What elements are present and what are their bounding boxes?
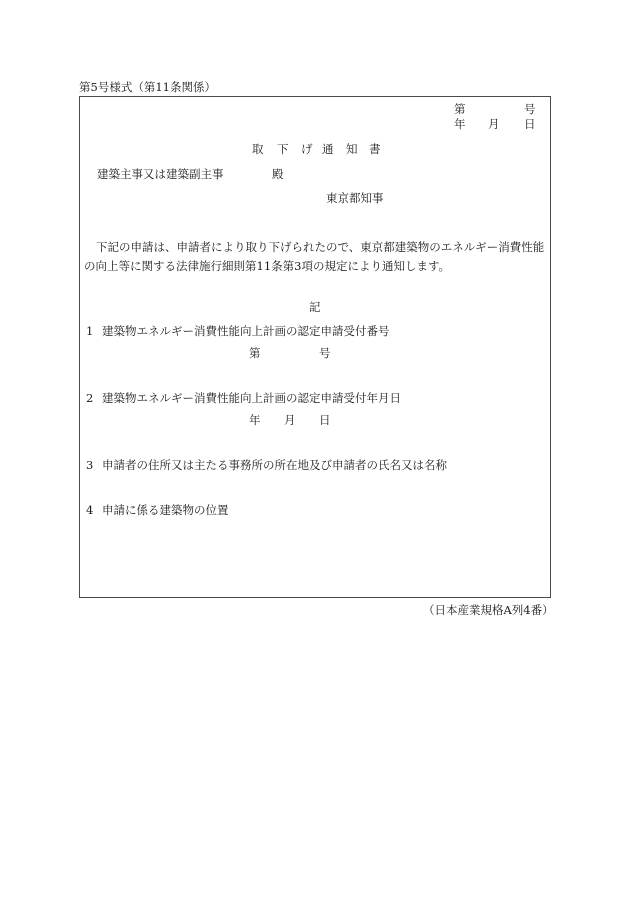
item-label: 建築物エネルギー消費性能向上計画の認定申請受付年月日 [102,391,401,405]
title-char: 取 [252,142,264,156]
form-number-label: 第5号様式（第11条関係） [79,80,216,94]
date-year: 年 [454,117,466,131]
title-char: 知 [346,142,358,156]
title-char: げ [301,142,313,156]
item-number: 1 [86,324,94,338]
date-month: 月 [488,117,500,131]
addressee: 建築主事又は建築副主事 [97,167,224,181]
title-char: 下 [277,142,289,156]
item-number: 2 [86,391,94,405]
item-label: 申請に係る建築物の位置 [102,503,229,517]
body-text: 下記の申請は、申請者により取り下げられたので、東京都建築物のエネルギー消費性能の向上等に関する法律施行細則第11条第3項の規定により通知します。 [84,240,545,273]
number-prefix: 第 [454,102,466,116]
title-char: 書 [369,142,381,156]
paper-size-note: （日本産業規格A列4番） [423,603,554,617]
item-label: 建築物エネルギー消費性能向上計画の認定申請受付番号 [102,324,390,338]
number-suffix: 号 [524,102,536,116]
item2-month: 月 [284,413,296,427]
ki-heading: 記 [309,300,321,314]
title-char: 通 [322,142,334,156]
date-day: 日 [524,117,536,131]
item1-number-prefix: 第 [249,346,261,360]
item-number: 4 [86,503,94,517]
item-number: 3 [86,458,94,472]
item-label: 申請者の住所又は主たる事務所の所在地及び申請者の氏名又は名称 [102,458,447,472]
item2-year: 年 [249,413,261,427]
sender: 東京都知事 [326,191,384,205]
item2-day: 日 [319,413,331,427]
item1-number-suffix: 号 [319,346,331,360]
honorific: 殿 [272,167,284,181]
